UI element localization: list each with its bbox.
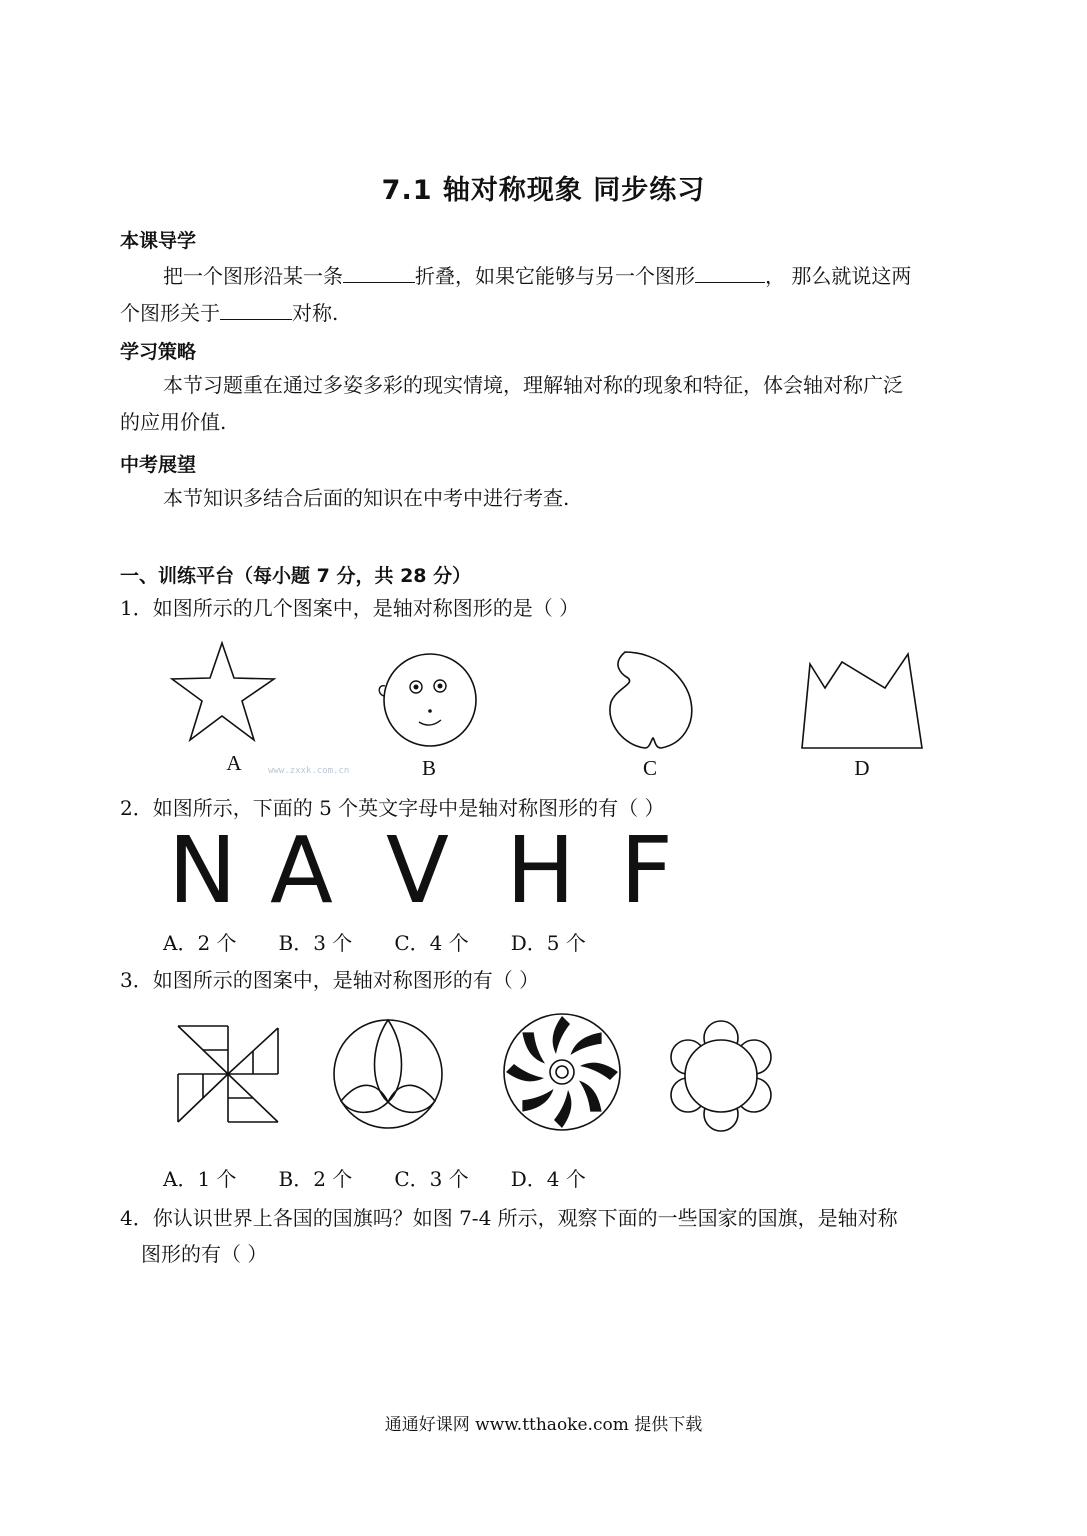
- three-arc-circle-figure: [330, 1016, 446, 1132]
- guide-text-5: 对称.: [292, 301, 339, 325]
- flower-figure: [664, 1018, 778, 1134]
- guide-text-3: ， 那么就说这两: [765, 264, 912, 288]
- watermark: www.zxxk.com.cn: [268, 766, 350, 776]
- strategy-heading: 学习策略: [120, 341, 197, 363]
- strategy-line1: 本节习题重在通过多姿多彩的现实情境，理解轴对称的现象和特征，体会轴对称广泛: [163, 373, 903, 397]
- question-4-line2: 图形的有（ ）: [141, 1242, 268, 1266]
- exercise-heading: 一、训练平台（每小题 7 分，共 28 分）: [120, 565, 472, 587]
- guide-heading: 本课导学: [120, 230, 197, 252]
- outlook-line1: 本节知识多结合后面的知识在中考中进行考查.: [163, 486, 570, 510]
- q3-option-b[interactable]: B．2 个: [278, 1167, 353, 1191]
- letter-h: H: [506, 817, 576, 924]
- pinwheel-figure: [174, 1024, 282, 1124]
- question-4-line1: 4．你认识世界上各国的国旗吗？如图 7-4 所示，观察下面的一些国家的国旗，是轴对称: [120, 1206, 898, 1230]
- guide-paragraph-line2: [120, 301, 338, 323]
- fill-blank-3[interactable]: [220, 301, 292, 320]
- letter-n: N: [168, 817, 237, 924]
- face-figure: [374, 650, 480, 750]
- letters-figure: [160, 817, 700, 924]
- figure-label-b: B: [421, 756, 436, 780]
- question-2-options: [163, 933, 628, 953]
- q3-option-d[interactable]: D．4 个: [510, 1167, 586, 1191]
- page-title: 7.1 轴对称现象 同步练习: [381, 175, 706, 206]
- question-3-options: [163, 1169, 628, 1189]
- q2-option-a[interactable]: A．2 个: [163, 931, 237, 955]
- letter-f: F: [620, 817, 673, 924]
- swirl-wheel-figure: [500, 1010, 624, 1134]
- question-1-text: 1．如图所示的几个图案中，是轴对称图形的是（ ）: [120, 596, 580, 620]
- q3-option-a[interactable]: A．1 个: [163, 1167, 237, 1191]
- q2-option-b[interactable]: B．3 个: [278, 931, 353, 955]
- strategy-line2: 的应用价值.: [120, 410, 227, 434]
- figure-label-c: C: [642, 756, 657, 780]
- q2-option-c[interactable]: C．4 个: [394, 931, 469, 955]
- guide-paragraph-line1: [163, 264, 911, 286]
- figure-label-a: A: [226, 751, 242, 775]
- question-3-text: 3．如图所示的图案中，是轴对称图形的有（ ）: [120, 968, 540, 992]
- figure-label-d: D: [854, 756, 870, 780]
- q2-option-d[interactable]: D．5 个: [510, 931, 586, 955]
- q3-option-c[interactable]: C．3 个: [394, 1167, 469, 1191]
- jagged-figure: [800, 650, 926, 752]
- outlook-heading: 中考展望: [120, 454, 197, 476]
- guide-text-1: 把一个图形沿某一条: [163, 264, 343, 288]
- page-footer: 通通好课网 www.tthaoke.com 提供下载: [384, 1415, 703, 1435]
- guide-text-4: 个图形关于: [120, 301, 220, 325]
- fill-blank-1[interactable]: [343, 264, 415, 283]
- fill-blank-2[interactable]: [695, 264, 765, 283]
- question-2-text: 2．如图所示，下面的 5 个英文字母中是轴对称图形的有（ ）: [120, 796, 665, 820]
- letter-v: V: [386, 817, 449, 924]
- star-figure: [170, 640, 278, 745]
- guide-text-2: 折叠，如果它能够与另一个图形: [415, 264, 695, 288]
- letter-a: A: [270, 817, 333, 924]
- drop-figure: [603, 650, 699, 754]
